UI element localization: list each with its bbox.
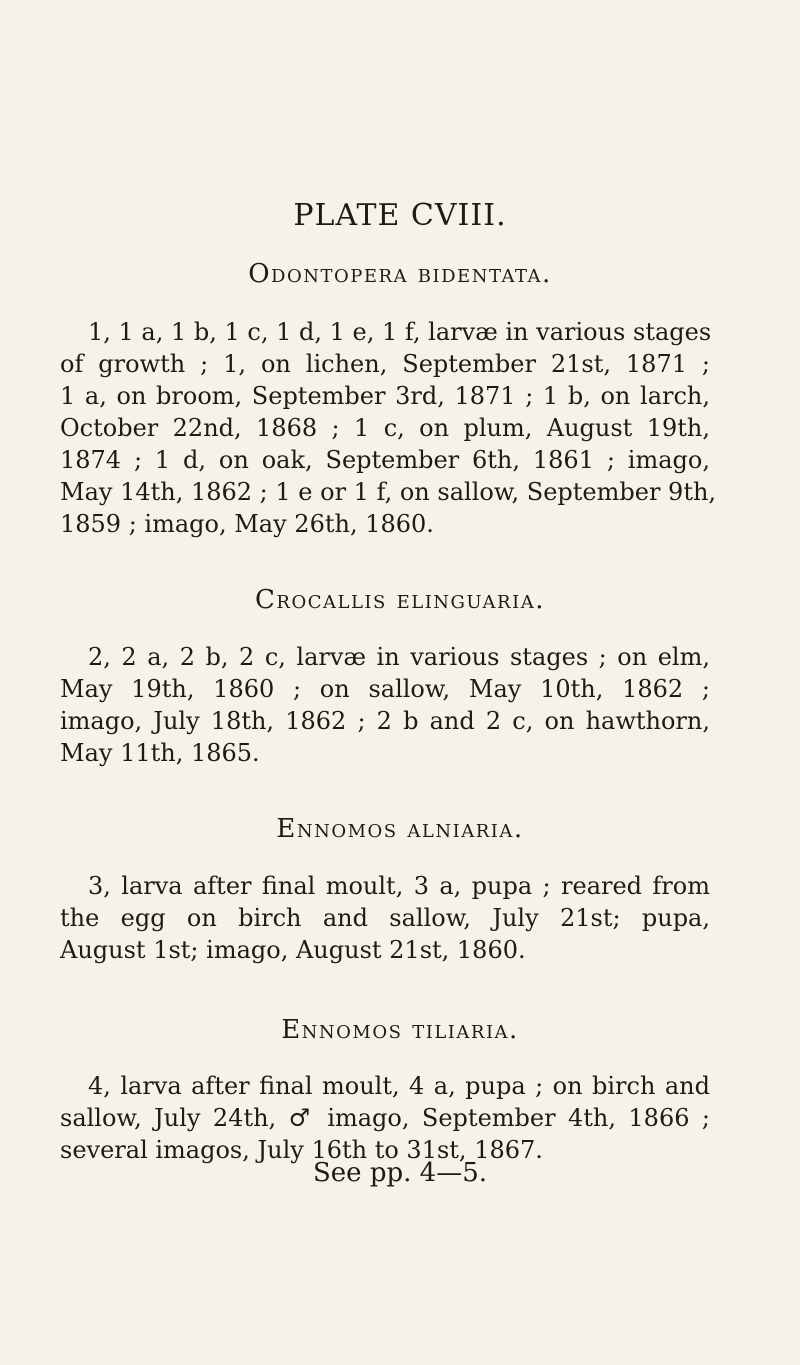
text-line: imago, July 18th, 1862 ; 2 b and 2 c, on hawthorn, bbox=[60, 707, 710, 735]
species-heading-ennomos-alniaria: Ennomos alniaria. bbox=[276, 814, 524, 844]
text-line: 2, 2 a, 2 b, 2 c, larvæ in various stages ; on elm, bbox=[88, 643, 710, 671]
species-heading-ennomos-tiliaria: Ennomos tiliaria. bbox=[281, 1015, 519, 1045]
text-line: 1874 ; 1 d, on oak, September 6th, 1861 ; imago, bbox=[60, 446, 710, 474]
text-line: 3, larva after final moult, 3 a, pupa ; reared from bbox=[88, 872, 710, 900]
text-line: May 11th, 1865. bbox=[60, 739, 260, 767]
text-line: of growth ; 1, on lichen, September 21st, 1871 ; bbox=[60, 350, 710, 378]
species-heading-crocallis: Crocallis elinguaria. bbox=[255, 585, 545, 615]
text-line: August 1st; imago, August 21st, 1860. bbox=[60, 936, 526, 964]
text-line: 1, 1 a, 1 b, 1 c, 1 d, 1 e, 1 f, larvæ in various stages bbox=[88, 318, 712, 346]
text-line: the egg on birch and sallow, July 21st; pupa, bbox=[60, 904, 710, 932]
description-ennomos-alniaria bbox=[60, 870, 710, 966]
description-crocallis bbox=[60, 641, 710, 769]
see-also-reference: See pp. 4—5. bbox=[312, 1158, 487, 1188]
text-line: 4, larva after final moult, 4 a, pupa ; on birch and bbox=[88, 1072, 710, 1100]
text-line: May 14th, 1862 ; 1 e or 1 f, on sallow, September 9th, bbox=[60, 478, 717, 506]
plate-title: PLATE CVIII. bbox=[293, 198, 507, 233]
species-heading-odontopera: Odontopera bidentata. bbox=[248, 259, 552, 289]
text-line: 1859 ; imago, May 26th, 1860. bbox=[60, 510, 434, 538]
description-ennomos-tiliaria bbox=[60, 1070, 710, 1166]
text-line: several imagos, July 16th to 31st, 1867. bbox=[60, 1136, 543, 1164]
text-line: October 22nd, 1868 ; 1 c, on plum, August 19th, bbox=[60, 414, 710, 442]
text-line: 1 a, on broom, September 3rd, 1871 ; 1 b, on larch, bbox=[60, 382, 710, 410]
text-line: sallow, July 24th, ♂ imago, September 4th, 1866 ; bbox=[60, 1104, 710, 1132]
text-line: May 19th, 1860 ; on sallow, May 10th, 1862 ; bbox=[60, 675, 710, 703]
description-odontopera bbox=[60, 316, 717, 540]
